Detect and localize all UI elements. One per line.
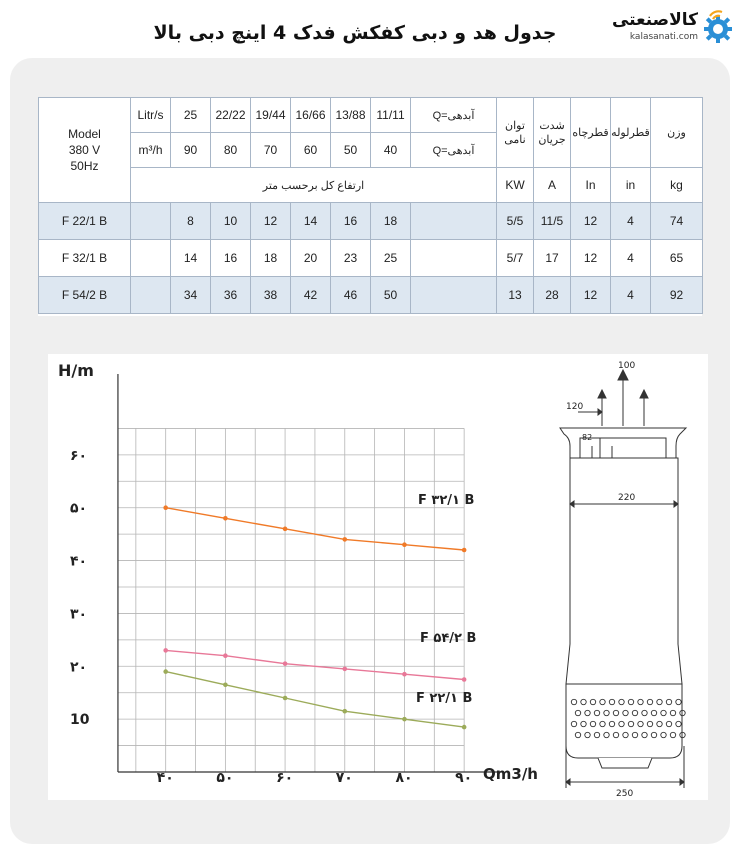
data-point <box>163 648 168 653</box>
row-head: 18 <box>251 240 291 277</box>
row-power: 5/7 <box>497 240 534 277</box>
pipe-label: قطرلوله <box>611 98 651 168</box>
dim-base: 250 <box>616 789 634 799</box>
row-head: 8 <box>171 203 211 240</box>
data-point <box>462 677 467 682</box>
row-head: 14 <box>291 203 331 240</box>
flow-m3-label: m³/h <box>131 133 171 168</box>
series-label: F ۵۴/۲ B <box>420 631 477 646</box>
row-head: 50 <box>371 277 411 314</box>
row-head: 23 <box>331 240 371 277</box>
flow-litr-cell: 22/22 <box>211 98 251 133</box>
data-point <box>283 661 288 666</box>
dim-outlet: 100 <box>618 361 636 371</box>
model-header <box>39 98 131 203</box>
q-label-2: آبدهی=Q <box>411 133 497 168</box>
row-outlet: 12 <box>571 203 611 240</box>
x-tick-label: ۸۰ <box>395 770 413 786</box>
row-head: 34 <box>171 277 211 314</box>
y-tick-label: ۵۰ <box>70 500 88 517</box>
q-label: آبدهی=Q <box>411 98 497 133</box>
row-weight: 74 <box>651 203 703 240</box>
data-point <box>163 505 168 510</box>
x-axis-label: Qm3/h <box>483 765 538 783</box>
row-head: 12 <box>251 203 291 240</box>
row-current: 17 <box>534 240 571 277</box>
row-head: 16 <box>211 240 251 277</box>
row-head: 16 <box>331 203 371 240</box>
row-current: 28 <box>534 277 571 314</box>
model-header-line1: Model <box>68 127 101 141</box>
row-pipe: 4 <box>611 203 651 240</box>
flow-m3-cell: 50 <box>331 133 371 168</box>
performance-chart <box>48 354 556 800</box>
row-power: 13 <box>497 277 534 314</box>
flow-litr-cell: 13/88 <box>331 98 371 133</box>
row-current: 11/5 <box>534 203 571 240</box>
y-tick-label: 10 <box>70 712 90 729</box>
row-pipe: 4 <box>611 277 651 314</box>
data-point <box>163 669 168 674</box>
table-row <box>39 203 703 240</box>
brand-site: kalasanati.com <box>629 32 698 42</box>
data-point <box>342 667 347 672</box>
unit-pipe: in <box>611 168 651 203</box>
gear-wifi-icon <box>702 10 734 44</box>
model-header-line3: 50Hz <box>70 159 99 173</box>
row-empty <box>411 203 497 240</box>
page-title: جدول هد و دبی کفکش فدک 4 اینچ دبی بالا <box>153 22 557 44</box>
flow-litr-cell: 25 <box>171 98 211 133</box>
dim-flange: 120 <box>566 402 584 412</box>
row-model: F 54/2 B <box>39 277 131 314</box>
weight-label: وزن <box>651 98 703 168</box>
row-empty <box>411 277 497 314</box>
row-outlet: 12 <box>571 277 611 314</box>
flow-m3-cell: 40 <box>371 133 411 168</box>
row-weight: 65 <box>651 240 703 277</box>
brand-logo[interactable] <box>610 6 736 50</box>
y-tick-label: ۴۰ <box>70 553 88 570</box>
data-point <box>223 653 228 658</box>
row-head: 14 <box>171 240 211 277</box>
x-tick-label: ۴۰ <box>156 770 174 786</box>
data-point <box>462 548 467 553</box>
y-tick-label: ۳۰ <box>70 606 88 623</box>
flow-m3-cell: 80 <box>211 133 251 168</box>
brand-name: کالاصنعتی <box>611 10 698 30</box>
chart-svg <box>48 354 556 800</box>
row-head: 36 <box>211 277 251 314</box>
row-model: F 22/1 B <box>39 203 131 240</box>
data-point <box>402 542 407 547</box>
data-point <box>283 696 288 701</box>
flow-m3-cell: 90 <box>171 133 211 168</box>
y-axis-label: H/m <box>58 361 94 380</box>
row-empty <box>131 277 171 314</box>
flow-litr-label: Litr/s <box>131 98 171 133</box>
row-empty <box>131 240 171 277</box>
row-head: 25 <box>371 240 411 277</box>
x-tick-label: ۷۰ <box>335 770 353 786</box>
x-tick-label: ۶۰ <box>276 770 294 786</box>
chart-series <box>163 493 476 729</box>
row-head: 42 <box>291 277 331 314</box>
row-head: 38 <box>251 277 291 314</box>
flow-m3-cell: 60 <box>291 133 331 168</box>
spec-table <box>38 97 702 316</box>
row-pipe: 4 <box>611 240 651 277</box>
row-head: 10 <box>211 203 251 240</box>
unit-outlet: In <box>571 168 611 203</box>
data-point <box>223 682 228 687</box>
head-label: ارتفاع کل برحسب متر <box>131 168 497 203</box>
x-tick-label: ۵۰ <box>216 770 234 786</box>
row-head: 18 <box>371 203 411 240</box>
row-head: 46 <box>331 277 371 314</box>
row-model: F 32/1 B <box>39 240 131 277</box>
power-label: توان نامی <box>497 98 534 168</box>
row-outlet: 12 <box>571 240 611 277</box>
row-empty <box>411 240 497 277</box>
flow-m3-cell: 70 <box>251 133 291 168</box>
table-row <box>39 240 703 277</box>
series-label: F ۳۲/۱ B <box>418 493 475 508</box>
unit-power: KW <box>497 168 534 203</box>
data-point <box>462 725 467 730</box>
pump-drawing <box>552 354 708 800</box>
current-label: شدت جریان <box>534 98 571 168</box>
y-tick-label: ۶۰ <box>70 447 88 464</box>
data-point <box>402 717 407 722</box>
dim-neck: 82 <box>582 433 593 442</box>
series-label: F ۲۲/۱ B <box>416 691 473 706</box>
table-row <box>39 277 703 314</box>
row-weight: 92 <box>651 277 703 314</box>
flow-litr-cell: 16/66 <box>291 98 331 133</box>
row-empty <box>131 203 171 240</box>
data-point <box>283 527 288 532</box>
data-point <box>402 672 407 677</box>
y-tick-label: ۲۰ <box>70 659 88 676</box>
unit-weight: kg <box>651 168 703 203</box>
dim-body: 220 <box>618 493 636 503</box>
row-power: 5/5 <box>497 203 534 240</box>
flow-litr-cell: 11/11 <box>371 98 411 133</box>
data-point <box>223 516 228 521</box>
data-point <box>342 709 347 714</box>
unit-current: A <box>534 168 571 203</box>
x-tick-label: ۹۰ <box>455 770 473 786</box>
flow-litr-cell: 19/44 <box>251 98 291 133</box>
data-point <box>342 537 347 542</box>
pump-svg <box>552 354 708 800</box>
model-header-line2: 380 V <box>68 143 101 157</box>
outlet-label: قطرچاه <box>571 98 611 168</box>
row-head: 20 <box>291 240 331 277</box>
